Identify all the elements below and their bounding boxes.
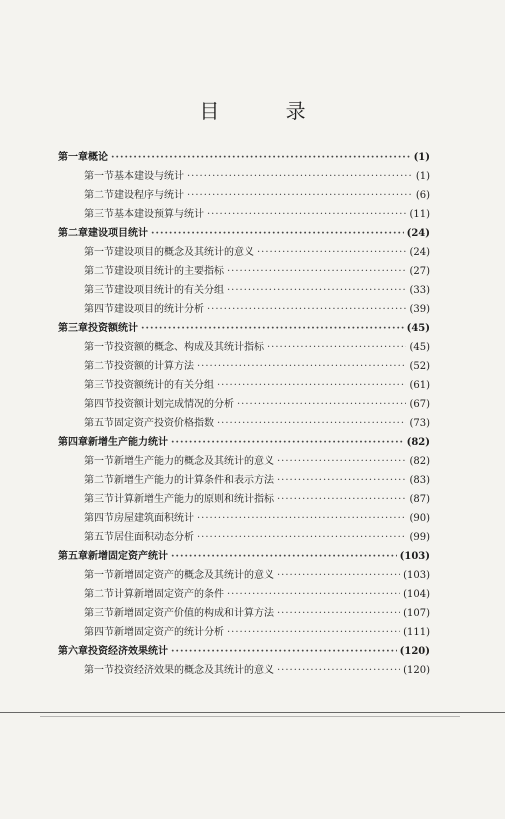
section-number: 第一节 — [84, 456, 114, 467]
dot-leader — [277, 566, 400, 585]
dot-leader — [197, 528, 406, 547]
section-title: 房屋建筑面积统计 — [114, 513, 194, 524]
section-number: 第一节 — [84, 247, 114, 258]
dot-leader — [171, 547, 397, 566]
dot-leader — [277, 471, 406, 490]
page-number: (11) — [409, 209, 430, 220]
toc-section-entry — [58, 281, 430, 300]
page-number: (82) — [406, 437, 430, 448]
dot-leader — [227, 262, 406, 281]
section-number: 第四节 — [84, 513, 114, 524]
section-title: 投资额计划完成情况的分析 — [114, 399, 234, 410]
chapter-number: 第四章 — [58, 437, 88, 448]
page-number: (87) — [409, 494, 430, 505]
section-title: 建设项目统计的有关分组 — [114, 285, 224, 296]
page-number: (27) — [409, 266, 430, 277]
dot-leader — [111, 148, 411, 167]
section-number: 第三节 — [84, 285, 114, 296]
page-number: (120) — [399, 646, 430, 657]
chapter-number: 第六章 — [58, 646, 88, 657]
dot-leader — [187, 186, 413, 205]
page-number: (104) — [403, 589, 430, 600]
dot-leader — [217, 376, 406, 395]
toc-chapter-entry — [58, 224, 430, 243]
page-bottom-rule — [0, 712, 505, 713]
chapter-title: 投资经济效果统计 — [88, 646, 168, 657]
chapter-number: 第二章 — [58, 228, 88, 239]
page-bottom-rule-faint — [40, 716, 460, 717]
section-number: 第五节 — [84, 418, 114, 429]
toc-section-entry — [58, 604, 430, 623]
toc-section-entry — [58, 186, 430, 205]
section-number: 第三节 — [84, 209, 114, 220]
chapter-title: 新增固定资产统计 — [88, 551, 168, 562]
toc-section-entry — [58, 471, 430, 490]
chapter-title: 投资额统计 — [88, 323, 138, 334]
section-title: 建设项目的统计分析 — [114, 304, 204, 315]
dot-leader — [217, 414, 406, 433]
page-number: (67) — [409, 399, 430, 410]
section-number: 第三节 — [84, 494, 114, 505]
page-number: (120) — [403, 665, 430, 676]
page-number: (73) — [409, 418, 430, 429]
section-title: 建设程序与统计 — [114, 190, 184, 201]
dot-leader — [227, 623, 400, 642]
page-number: (24) — [406, 228, 430, 239]
page-number: (107) — [403, 608, 430, 619]
section-number: 第二节 — [84, 190, 114, 201]
dot-leader — [141, 319, 404, 338]
page-number: (1) — [413, 152, 430, 163]
dot-leader — [187, 167, 413, 186]
toc-section-entry — [58, 338, 430, 357]
dot-leader — [197, 357, 406, 376]
section-number: 第二节 — [84, 589, 114, 600]
section-title: 居住面积动态分析 — [114, 532, 194, 543]
section-number: 第一节 — [84, 171, 114, 182]
chapter-title: 建设项目统计 — [88, 228, 148, 239]
dot-leader — [227, 585, 400, 604]
toc-section-entry — [58, 414, 430, 433]
section-number: 第五节 — [84, 532, 114, 543]
section-number: 第二节 — [84, 475, 114, 486]
toc-section-entry — [58, 452, 430, 471]
page-number: (103) — [399, 551, 430, 562]
page-number: (39) — [409, 304, 430, 315]
dot-leader — [207, 205, 406, 224]
toc-section-entry — [58, 661, 430, 680]
dot-leader — [277, 661, 400, 680]
dot-leader — [171, 642, 397, 661]
section-number: 第二节 — [84, 266, 114, 277]
page-number: (83) — [409, 475, 430, 486]
toc-chapter-entry — [58, 642, 430, 661]
page-number: (52) — [409, 361, 430, 372]
page-number: (111) — [403, 627, 430, 638]
toc-section-entry — [58, 205, 430, 224]
section-number: 第二节 — [84, 361, 114, 372]
page-title: 目 录 — [199, 99, 336, 123]
toc-section-entry — [58, 395, 430, 414]
section-title: 计算新增生产能力的原则和统计指标 — [114, 494, 274, 505]
page-number: (45) — [406, 323, 430, 334]
toc-section-entry — [58, 623, 430, 642]
section-title: 新增固定资产的统计分析 — [114, 627, 224, 638]
page-number: (6) — [415, 190, 430, 201]
dot-leader — [197, 509, 406, 528]
section-title: 固定资产投资价格指数 — [114, 418, 214, 429]
page-number: (24) — [409, 247, 430, 258]
page-number: (90) — [409, 513, 430, 524]
section-title: 基本建设预算与统计 — [114, 209, 204, 220]
toc-section-entry — [58, 243, 430, 262]
section-number: 第一节 — [84, 342, 114, 353]
page-number: (45) — [409, 342, 430, 353]
toc-section-entry — [58, 376, 430, 395]
chapter-number: 第三章 — [58, 323, 88, 334]
chapter-number: 第一章 — [58, 152, 88, 163]
chapter-title: 概论 — [88, 152, 108, 163]
section-title: 投资额的计算方法 — [114, 361, 194, 372]
section-number: 第一节 — [84, 570, 114, 581]
toc-chapter-entry — [58, 433, 430, 452]
section-number: 第三节 — [84, 608, 114, 619]
dot-leader — [151, 224, 404, 243]
dot-leader — [207, 300, 406, 319]
toc-section-entry — [58, 585, 430, 604]
toc-section-entry — [58, 262, 430, 281]
section-title: 投资经济效果的概念及其统计的意义 — [114, 665, 274, 676]
section-title: 新增固定资产价值的构成和计算方法 — [114, 608, 274, 619]
page-number: (61) — [409, 380, 430, 391]
section-title: 新增生产能力的概念及其统计的意义 — [114, 456, 274, 467]
toc-section-entry — [58, 528, 430, 547]
page-number: (82) — [409, 456, 430, 467]
dot-leader — [277, 490, 406, 509]
page-number: (99) — [409, 532, 430, 543]
section-title: 新增固定资产的概念及其统计的意义 — [114, 570, 274, 581]
toc-chapter-entry — [58, 319, 430, 338]
section-number: 第四节 — [84, 627, 114, 638]
toc-section-entry — [58, 490, 430, 509]
chapter-title: 新增生产能力统计 — [88, 437, 168, 448]
chapter-number: 第五章 — [58, 551, 88, 562]
dot-leader — [257, 243, 406, 262]
toc-section-entry — [58, 566, 430, 585]
section-title: 投资额统计的有关分组 — [114, 380, 214, 391]
page-number: (33) — [409, 285, 430, 296]
section-title: 基本建设与统计 — [114, 171, 184, 182]
dot-leader — [237, 395, 406, 414]
section-title: 投资额的概念、构成及其统计指标 — [114, 342, 264, 353]
dot-leader — [171, 433, 404, 452]
section-title: 建设项目统计的主要指标 — [114, 266, 224, 277]
section-number: 第三节 — [84, 380, 114, 391]
page-number: (103) — [403, 570, 430, 581]
dot-leader — [227, 281, 406, 300]
dot-leader — [267, 338, 406, 357]
toc-section-entry — [58, 509, 430, 528]
table-of-contents — [58, 148, 430, 680]
section-number: 第四节 — [84, 304, 114, 315]
toc-chapter-entry — [58, 148, 430, 167]
toc-section-entry — [58, 357, 430, 376]
toc-chapter-entry — [58, 547, 430, 566]
section-number: 第一节 — [84, 665, 114, 676]
section-title: 建设项目的概念及其统计的意义 — [114, 247, 254, 258]
toc-section-entry — [58, 300, 430, 319]
dot-leader — [277, 452, 406, 471]
page-number: (1) — [415, 171, 430, 182]
section-title: 新增生产能力的计算条件和表示方法 — [114, 475, 274, 486]
dot-leader — [277, 604, 400, 623]
section-title: 计算新增固定资产的条件 — [114, 589, 224, 600]
section-number: 第四节 — [84, 399, 114, 410]
toc-section-entry — [58, 167, 430, 186]
